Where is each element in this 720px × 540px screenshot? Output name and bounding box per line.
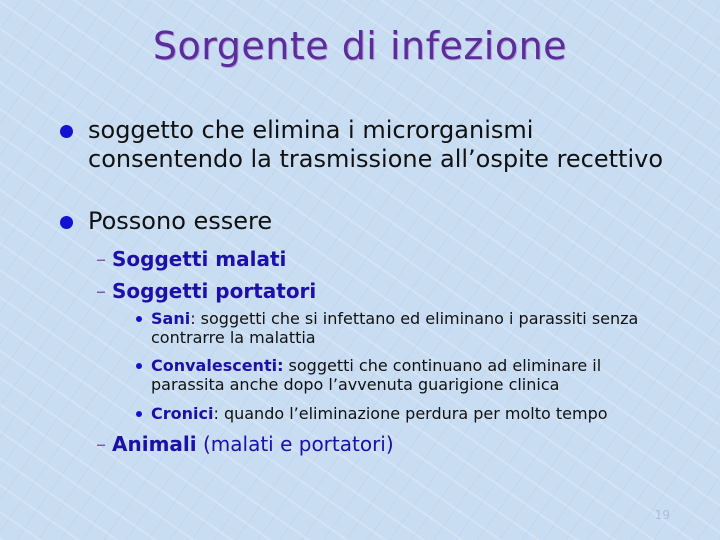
sub-item [96,429,676,459]
term-label: Sani [151,309,191,328]
small-round-bullet-icon [136,316,142,322]
sub-sub-item [134,356,674,394]
term-description: soggetti che continuano ad eliminare il parassita anche dopo l’avvenuta guarigione clinica [151,356,602,394]
sub-item-text: Soggetti portatori [112,279,317,303]
term-description: : soggetti che si infettano ed eliminano i parassiti senza contrarre la malattia [151,309,639,347]
sub-sub-item [134,404,674,423]
bullet-item [62,207,682,236]
sub-item-text: Soggetti malati [112,247,287,271]
sub-item-strong: Animali [112,432,197,456]
bullet-item [62,116,682,174]
sub-item-rest: (malati e portatori) [196,432,394,456]
sub-item [96,244,676,274]
small-round-bullet-icon [136,411,142,417]
term-description: : quando l’eliminazione perdura per molto tempo [213,404,608,423]
sub-item [96,276,676,306]
bullet-text: Possono essere [88,207,273,235]
slide-title: Sorgente di infezione [152,24,568,68]
dash-marker: – [96,247,106,271]
page-number: 19 [654,508,670,522]
round-bullet-icon [60,216,73,229]
sub-sub-item [134,309,674,347]
bullet-text: soggetto che elimina i microrganismi consentendo la trasmissione all’ospite recettivo [88,116,664,173]
dash-marker: – [96,432,106,456]
dash-marker: – [96,279,106,303]
term-label: Convalescenti: [151,356,284,375]
term-label: Cronici [151,404,214,423]
round-bullet-icon [60,125,73,138]
small-round-bullet-icon [136,363,142,369]
